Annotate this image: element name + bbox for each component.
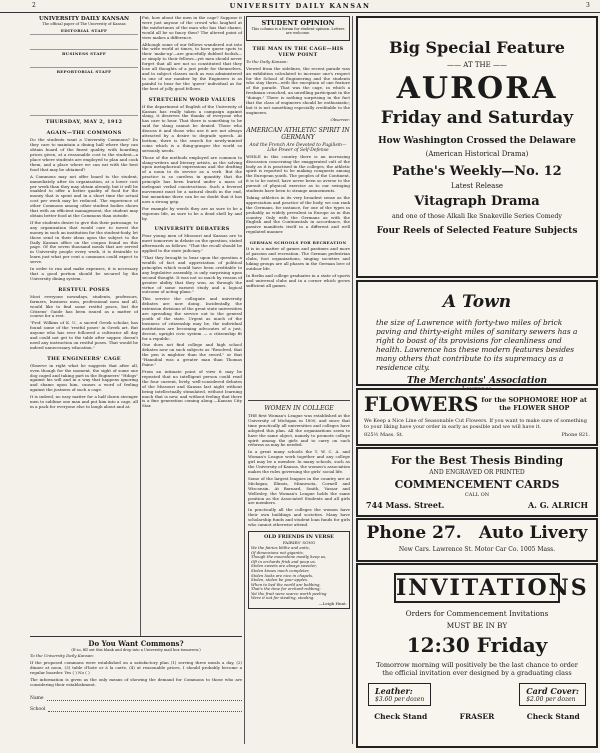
verse-line: Though the moonshine mostly keep us, [251, 554, 327, 560]
verse-box [248, 531, 350, 609]
women-body: In practically all the colleges the women have their own buildings and societies. Many have scholarship funds and student loan funds for girls who cannot otherwise attend. [248, 507, 350, 528]
thesis-heading: For the Best Thesis Binding [390, 454, 564, 467]
german-schools-heading: GERMAN SCHOOLS FOR RECREATION [249, 240, 347, 246]
cage-salutation: To the Daily Kansan: [246, 58, 288, 64]
debaters-body: From an intimate point of view it may be repeated that no intelligent person could read the four current, lively, well-considered debates of the Missouri and Kansas last night without being intellectually stimulated, without learning much that is new, and without feeling that there is a fine generation coming along.—Kansas City Star. [142, 369, 242, 409]
historical-drama: (American Historical Drama) [425, 150, 529, 158]
engineers-continued: Put, how about the men in the cage? Suppose it were just anyone of the crowd who laughed at the misfortunes of the man who has that shame, would all be so fancy then? The altered point of view makes a difference. [142, 16, 242, 40]
word-values-body: If the department of English of the University of Kansas has really taken a campaign against slang, it deserves the thanks of everyone who has care to hear. That there is something to be said for slang cannot be denied. Those who discuss it and those who use it are not always attracted by a desire to degrade speech. At bottom, there is the search for newly-minted coins which is a thing-grasper the world so seriously needs. [142, 103, 242, 153]
athletic-spirit-body: Taking athletics in its very broadest sense as the appreciation and practice of the body, we can rank the Germans, for instance, for one of the types in probably as widely prevalent in Europe as in this country. Only with the Germans as with the English and the Continentals in accordance, the passive manifests itself in a different and well regulated manner. [246, 194, 350, 235]
staff-listing [30, 34, 138, 50]
debaters-body: "That they brought to bear upon the question a wealth of fact and appreciation of political principles which would have been creditable to any legislative assembly, is only surprising upon second thought. It was not so much by reason of greater ability that they won, as through the virtue of some earnest study and a logical outcome of acting plans." [142, 255, 242, 295]
name-label: Name [30, 695, 44, 701]
coupon-body: If the proposed commons were established on a satisfactory plan (1) serving three meals a day, (2) dinner at noon, (3) table d'hote or à la carte, (4) at reasonable prices, I should probably become a regular boarder. Yes ( ) No ( ) [30, 660, 242, 676]
verse-title: FAIRIES' SONG [282, 539, 316, 545]
coupon-addressee: To the University Daily Kansan: [30, 653, 95, 659]
verse-line: Of dimensions not gigantic, [251, 549, 305, 555]
restful-poses-heading: RESTFUL POSES [58, 286, 110, 293]
invitations-tomorrow: Tomorrow morning will positively be the last chance to order the official invitation ever designed by a graduating class [376, 661, 578, 677]
invitations-deadline: 12:30 Friday [406, 633, 548, 657]
verse-heading: OLD FRIENDS IN VERSE [264, 533, 334, 540]
page-number-left: 2 [32, 2, 36, 9]
washington-title: How Washington Crossed the Delaware [378, 136, 576, 146]
flowers-address: 825½ Mass. St. [364, 432, 404, 438]
verse-line: That's the time for orchard-robbing; [251, 586, 321, 592]
engineers-cage-heading: THE ENGINEERS' CAGE [47, 355, 121, 362]
thesis-subheading: AND ENGRAVED OR PRINTED [429, 469, 525, 476]
women-body: Some of the largest leagues in the country are at Michigan, Illinois, Minnesota, Cornell and Wisconsin. At Barnard, Smith, Vassar and Wellesley, the Woman's League holds the same position as the Associated Students and all girls are members. [248, 475, 350, 506]
debaters-body: Four young men of Missouri and Kansas are to meet tomorrow in debate on the question, stated afterwards as follows: "That the recall should be applied to the state judiciary." [142, 233, 242, 254]
flowers-occasion: for the SOPHOMORE HOP at the FLOWER SHOP [481, 396, 588, 412]
verse-line: Stolen, stolen be your apples. [251, 577, 309, 583]
page-number-right: 3 [586, 2, 590, 9]
livery-ad [356, 518, 598, 562]
date-line: THURSDAY, MAY 2, 1912 [45, 119, 123, 126]
paper-name: UNIVERSITY DAILY KANSAN [39, 16, 129, 22]
business-staff-heading: BUSINESS STAFF [61, 51, 107, 57]
leather-price: $3.60 per dozen [375, 696, 425, 703]
livery-title: Auto Livery [478, 523, 588, 543]
german-schools-body: In Berlin and college graduates in a state of sports and universal clubs and in a corner which grows sufficient all games. [246, 272, 350, 288]
masthead-title: UNIVERSITY DAILY KANSAN [229, 2, 371, 10]
coupon-note: The information is given as the only means of showing the demand for Commons to those who are considering their establishment. [30, 677, 242, 687]
alrich-name: A. G. ALRICH [527, 500, 588, 510]
engineers-continued: Although some of our fellows wandered out into the wide world at times, to have queer spots to their 'make-up'—are gracefully dubbed foolish—or simply to their fellows—yet men should never forget that all are not so constituted that they lose all thoughts of a just pride for themselves, and to subject classes such as was administered to one of our number by the Engineers is as painful to bear for the 'queer' individual as for the best of jolly good fellows. [142, 41, 242, 91]
verse-line: Yet the fruit were scarce worth peeling [251, 590, 327, 596]
column-rule [352, 16, 353, 744]
invitations-ad [356, 563, 598, 748]
call-on: CALL ON [464, 492, 490, 498]
flowers-phone: Phone 821. [561, 432, 590, 438]
student-opinion-box [246, 16, 350, 41]
fraser: FRASER [459, 712, 495, 721]
commons-heading: AGAIN—THE COMMONS [46, 130, 122, 137]
aurora-ad [356, 16, 598, 278]
german-schools-body: It is in a matter of games and pastimes and more of passion and recreation. The German pedestrian clubs, foot organizations, singing societies and hiking groups are all phases in the German love of outdoor life. [246, 246, 350, 271]
engineers-body: Observe in right what he suggests that after all, even though for the moment, the sight of some one dog caged and taking part in the Engineers' "Hdogs" against his will and in a way that happens ignoring and shame upon him, causes a word of feeling against the justness of such a cage. [30, 362, 138, 393]
paper-tagline: The official paper of The University of Kansas [42, 22, 126, 26]
verse-line: Stolen kisses much completer, [251, 567, 310, 573]
verse-line: Oft in orchards frisk and peep us. [251, 558, 316, 564]
name-field[interactable] [47, 694, 242, 701]
restful-body: Most everyone nowadays, students, professors, farmers, business men, professional men and all, would like to find some restful poses, but the Citizens' Guide has been issued as a matter of course for a rest. [30, 293, 138, 319]
livery-phone: Phone 27. [366, 523, 462, 543]
commons-body: A Commons may not offer board to the student, immediately after its organization, at a lower cost per week than they may obtain already, but it will be enabled to offer a better quality of food for the money that is spent and in a short time the actual cost per week may be reduced. The experience of other Commons among other student bodies shows that with an efficient management, the student may obtain better food at the Commons than outside. [30, 173, 138, 218]
debaters-body: One does not find college and high school debates now on such subjects as "Resolved, that the pen is mightier than the sword," or that "Hannibal was a greater man than Thomas Paine." [142, 342, 242, 368]
town-body: the size of Lawrence with forty-two miles of brick paving and thirty-eight miles of sanitary sewers has a right to boast of its provisions for cleanliness and health. Lawrence has these modern features besides many others that contribute to its supremacy as a residence city. [376, 318, 578, 372]
cage-body: Viewed from the sidelines, the recent parade was an exhibition calculated to increase one's respect for the School of Engineering and the students who stay there—with the exception of one feature of the parade. That was the cage, in which a freshman crouched, an unwilling participant in the "doings." There is nothing surprising in the fact that the class of engineers should be enthusiastic; but it is not something especially creditable to the engineers. [246, 65, 350, 115]
school-field[interactable] [48, 705, 242, 712]
leather-price-box [368, 683, 431, 706]
verse-author: —Leigh Hunt. [318, 601, 347, 607]
flowers-body: We Keep a Nice Line of Seasonable Cut Flowers. If you want to make sure of something to your liking have your order in early as possible and we will have it. [364, 418, 587, 430]
column-2 [142, 16, 242, 634]
cage-view-heading: THE MAN IN THE CAGE—HIS VIEW POINT [252, 45, 344, 58]
alkali-comedy: and one of those Alkali Ike Snakeville Series Comedy [392, 213, 562, 220]
restful-body: "Prof. Wilkins of K. U., a sacred Greek scholar, has found some of the 'restful poses' in Greek art. But anyone who has ever followed a cultivator all day and could not get to the table after supper, doesn't need any instruction on restful poses. That would be indeed unnecessary education." [30, 320, 138, 350]
commons-body: Do the students want a University Commons? Do they care to maintain a dining hall where they can obtain board of the finest quality, with boarding prices given, at a reasonable cost to the student—a place where students are employed to plan and cook them, and a place where we can eat with the best food that may be obtained? [30, 137, 138, 172]
check-stand-right: Check Stand [526, 712, 580, 721]
column-rule [244, 16, 245, 744]
staff-listing [30, 57, 138, 68]
leather-label: Leather: [375, 686, 413, 696]
school-label: School [30, 706, 46, 712]
commons-body: If the students desire to give this their patronage, to any organization that would care to invest the money in such an institution for the student-body, let those send in their ideas upon the subject to the Daily Kansan office on the coupon found on this page. Of the seven thousand meals that are served in University people every week, it is desirable to learn just what per cent a commons could expect to serve. [30, 219, 138, 265]
thesis-ad [356, 447, 598, 517]
card-price-box [519, 683, 586, 706]
engineers-body: It is indeed, no easy matter for a half dozen stronger men to sublime one man and put him into a cage, all in a pack for everyone else to laugh about and at. [30, 394, 138, 409]
verse-lines [251, 546, 347, 601]
women-body: THE first Woman's League was established at the University of Michigan in 1890, and since that time practically all universities and colleges have adopted this plan. All the organizations seem to have the same object, namely to promote college spirit among the girls and to carry on such reforms as may be needed. [248, 413, 350, 448]
debaters-body: This service the collegiate and university debates are now doing. Incidentally, the extension divisions of the great state universities are spreading the service out to the general youth of the state. Urgent as much of the business of citizenship may be, the individual institutions are becoming advocates of a just, decent, upright civic system — a citizenship fit for a republic. [142, 296, 242, 341]
alrich-address: 744 Mass. Street. [366, 500, 445, 510]
verse-line: Were it not for stealing, stealing. [251, 595, 315, 601]
student-opinion-note: This column is a forum for student opinion. Letters are welcome. [251, 27, 345, 36]
verse-line: We the fairies blithe and antic, [251, 544, 311, 550]
column-rule [140, 16, 141, 744]
commons-coupon [30, 636, 242, 745]
show-days: Friday and Saturday [380, 108, 574, 128]
invitations-must: MUST BE IN BY [446, 621, 508, 630]
cage-signature: Observer. [330, 116, 350, 122]
pathes-weekly: Pathe's Weekly—No. 12 [392, 164, 562, 179]
check-stand-left: Check Stand [374, 712, 428, 721]
name-row [30, 694, 242, 701]
card-price: $2.00 per dozen [526, 696, 576, 703]
women-in-college-section [248, 400, 350, 745]
merchants-association: The Merchants' Association [406, 376, 547, 386]
livery-subtext: New Cars. Lawrence St. Motor Car Co. 1005 Mass. [398, 546, 556, 553]
four-reels: Four Reels of Selected Feature Subjects [376, 226, 578, 236]
vitagraph-drama: Vitagraph Drama [414, 194, 540, 209]
big-special-feature: Big Special Feature [389, 38, 565, 57]
debaters-heading: UNIVERSITY DEBATERS [154, 226, 230, 233]
staff-listing [30, 75, 138, 116]
word-values-body: For example by words they are as sure to be a vigorous life, as sure to be a dead shell by and by. [142, 205, 242, 221]
editorial-staff-heading: EDITORIAL STAFF [60, 28, 108, 34]
school-row [30, 705, 242, 712]
coupon-subheading: (If so, fill out this blank and drop into a University mail box tomorrow.) [71, 648, 201, 652]
commencement-cards: COMMENCEMENT CARDS [394, 478, 560, 491]
masthead [0, 0, 600, 13]
flowers-title: FLOWERS [364, 392, 479, 416]
invitations-orders: Orders for Commencement Invitations [405, 609, 549, 618]
card-label: Card Cover: [526, 686, 579, 696]
aurora-title: AURORA [396, 71, 558, 106]
town-heading: A Town [442, 292, 512, 312]
coupon-heading: Do You Want Commons? [88, 639, 184, 648]
invitations-title: INVITATIONS [396, 575, 589, 601]
athletic-spirit-heading: AMERICAN ATHLETIC SPIRIT IN GERMANY [246, 126, 350, 141]
town-ad [356, 280, 598, 386]
word-values-heading: STRETCHEN WORD VALUES [148, 96, 236, 103]
athletic-spirit-body: WHILE in this country there is an increasing discussion concerning the exaggerated cult of the body as it is practised in the colleges, the athletic spirit is reported to be making conquests among the European youth. The peoples of the Continent, it is to be noted, have never been so averse to the pursuit of physical exercise as to our swinging students have been to strange amusements. [246, 153, 350, 194]
flowers-ad [356, 388, 598, 446]
verse-line: Stolen sweets are always sweeter, [251, 563, 317, 569]
at-the: —— AT THE —— [447, 61, 507, 69]
word-values-body: Those of the methods employed are common to slang-writers and literary artists, as the solving upon metaphorical expressions and the drafting of a noun to do service as a verb. But the practice is so careless in quantity that the principle has been buried under a mass of inelegant verbal constructions. Such a fevered movement must be a natural death in the end, but meantime there can be no doubt that it has now a strong grip. [142, 154, 242, 204]
women-body: In a great many schools the Y. W. C. A. and Woman's League work together and any college girl may be a member. In many schools, such as the University of Kansas, the women's association makes the rules governing the girls' social life. [248, 449, 350, 474]
latest-release: Latest Release [450, 182, 504, 190]
women-in-college-heading: WOMEN IN COLLEGE [264, 405, 334, 412]
verse-line: Stolen looks are nice in chapels, [251, 572, 314, 578]
column-1 [30, 16, 138, 744]
verse-line: When to bed the world are bobbing, [251, 581, 321, 587]
student-opinion-heading: STUDENT OPINION [261, 19, 335, 27]
commons-body: In order to run and make expenses, it is necessary that a good portion should be secured by the University dining system. [30, 266, 138, 281]
athletic-spirit-subheading: And the French Are Devoted to Pugilism—Like Power of Self-Defense [249, 142, 347, 153]
reportorial-staff-heading: REPORTORIAL STAFF [56, 69, 112, 75]
